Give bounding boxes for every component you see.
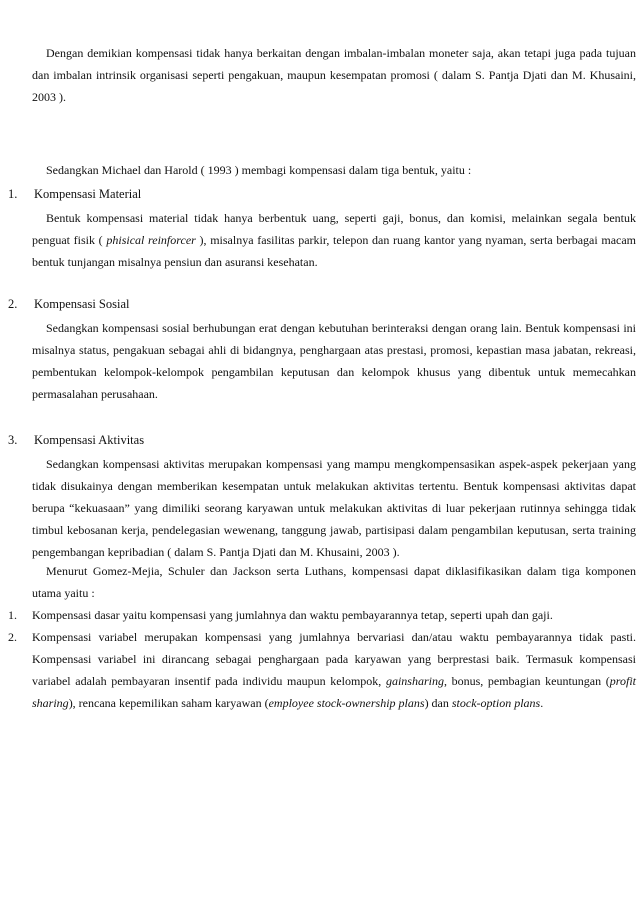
section-number: 3. bbox=[8, 433, 18, 447]
italic-term: gainsharing bbox=[385, 674, 444, 688]
paragraph-text: Bentuk kompensasi material tidak hanya berbentuk uang, seperti gaji, bonus, dan komisi, melainkan segala bentuk penguat fisik ( bbox=[32, 211, 636, 247]
section-heading-activity bbox=[8, 432, 144, 448]
paragraph-text: Sedangkan Michael dan Harold ( 1993 ) membagi kompensasi dalam tiga bentuk, yaitu : bbox=[46, 163, 472, 177]
section-heading-material bbox=[8, 186, 141, 202]
section-title: Kompensasi Material bbox=[34, 187, 142, 201]
list-number: 1. bbox=[8, 608, 17, 622]
section-number: 2. bbox=[8, 297, 18, 311]
paragraph-text: Menurut Gomez-Mejia, Schuler dan Jackson serta Luthans, kompensasi dapat diklasifikasikan dalam tiga komponen utama yaitu : bbox=[32, 564, 636, 600]
italic-term: employee stock-ownership plans bbox=[268, 696, 425, 710]
section-number: 1. bbox=[8, 187, 18, 201]
paragraph-text: , bonus, pembagian keuntungan ( bbox=[443, 674, 610, 688]
italic-term: profit sharing bbox=[32, 674, 636, 710]
paragraph-text: ) dan bbox=[424, 696, 449, 710]
paragraph-activity bbox=[32, 453, 636, 563]
list-number: 2. bbox=[8, 630, 17, 644]
paragraph-text: Sedangkan kompensasi sosial berhubungan erat dengan kebutuhan berinteraksi dengan orang lain. Bentuk kompensasi ini misalnya status, pengakuan sebagai ahli di bidangnya, penghargaan atas prestasi, promosi, kepastian masa jabatan, rekreasi, pembentukan kelompok-kelompok pengambilan keputusan dan kelompok khusus yang dibentuk untuk memecahkan permasalahan perusahaan. bbox=[32, 321, 636, 401]
paragraph-text: ), misalnya fasilitas parkir, telepon dan ruang kantor yang nyaman, serta berbagai macam bentuk tunjangan misalnya pensiun dan asuransi kesehatan. bbox=[32, 233, 637, 269]
italic-term: phisical reinforcer bbox=[106, 233, 196, 247]
paragraph-text: Kompensasi variabel merupakan kompensasi yang jumlahnya bervariasi dan/atau waktu pembayarannya tidak pasti. Kompensasi variabel ini dirancang sebagai penghargaan pada karyawan yang berprestasi baik. Termasuk kompensasi variabel adalah pembayaran insentif pada individu maupun kelompok, bbox=[32, 630, 636, 688]
paragraph-text: . bbox=[540, 696, 544, 710]
paragraph-text: ), rencana kepemilikan saham karyawan ( bbox=[68, 696, 269, 710]
paragraph-compensation-intro bbox=[32, 42, 636, 108]
paragraph-material bbox=[32, 207, 636, 273]
paragraph-text: Sedangkan kompensasi aktivitas merupakan kompensasi yang mampu mengkompensasikan aspek-aspek pekerjaan yang tidak disukainya dengan memberikan kesempatan untuk melakukan aktivitas tertentu. Bentuk kompensasi aktivitas dapat berupa “kekuasaan” yang dimiliki seorang karyawan untuk melakukan aktivitas di luar pekerjaan rutinnya sehingga tidak timbul kebosanan kerja, pendelegasian wewenang, tanggung jawab, partisipasi dalam pengambilan keputusan, serta training pengembangan kepribadian ( dalam S. Pantja Djati dan M. Khusaini, 2003 ). bbox=[32, 457, 636, 559]
list-item-text: Kompensasi dasar yaitu kompensasi yang jumlahnya dan waktu pembayarannya tetap, seperti upah dan gaji. bbox=[32, 608, 553, 622]
section-title: Kompensasi Sosial bbox=[34, 297, 130, 311]
paragraph-gomez-mejia bbox=[32, 560, 636, 604]
list-item-variable-compensation bbox=[8, 626, 636, 714]
italic-term: stock-option plans bbox=[451, 696, 541, 710]
list-item-text bbox=[32, 626, 636, 714]
list-item-basic-compensation bbox=[8, 604, 636, 626]
paragraph-social bbox=[32, 317, 636, 405]
paragraph-michael-harold bbox=[32, 159, 636, 181]
section-title: Kompensasi Aktivitas bbox=[34, 433, 145, 447]
section-heading-social bbox=[8, 296, 129, 312]
paragraph-text: Dengan demikian kompensasi tidak hanya berkaitan dengan imbalan-imbalan moneter saja, akan tetapi juga pada tujuan dan imbalan intrinsik organisasi seperti pengakuan, maupun kesempatan promosi ( dalam S. Pantja Djati dan M. Khusaini, 2003 ). bbox=[32, 46, 636, 104]
